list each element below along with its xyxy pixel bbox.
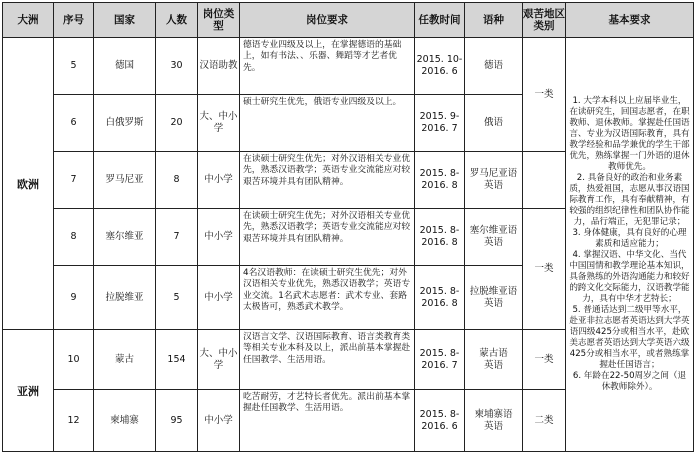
cell-country: 德国 — [94, 38, 156, 95]
cell-language: 德语 — [465, 38, 523, 95]
volunteer-positions-table — [2, 2, 694, 452]
cell-post-type: 中小学 — [198, 152, 240, 209]
cell-post-type: 大、中小学 — [198, 330, 240, 390]
cell-country: 罗马尼亚 — [94, 152, 156, 209]
cell-hardship-mongolia: 一类 — [523, 330, 566, 390]
cell-post-type: 大、中小学 — [198, 95, 240, 152]
cell-post-type: 中小学 — [198, 266, 240, 330]
cell-country: 塞尔维亚 — [94, 209, 156, 266]
cell-count: 7 — [156, 209, 198, 266]
cell-language: 塞尔维亚语 英语 — [465, 209, 523, 266]
cell-hardship-empty — [523, 152, 566, 209]
header-country: 国家 — [94, 3, 156, 38]
table-row — [3, 38, 694, 95]
cell-period: 2015. 10- 2016. 6 — [415, 38, 465, 95]
cell-language: 蒙古语 英语 — [465, 330, 523, 390]
cell-period: 2015. 9- 2016. 7 — [415, 95, 465, 152]
cell-requirements: 汉语言文学、汉语国际教育、语言类教育类等相关专业本科及以上，派出前基本掌握赴任国教学、生活用语。 — [240, 330, 415, 390]
cell-count: 20 — [156, 95, 198, 152]
cell-period: 2015. 8- 2016. 8 — [415, 266, 465, 330]
cell-number: 5 — [54, 38, 94, 95]
cell-number: 9 — [54, 266, 94, 330]
header-row — [3, 3, 694, 38]
cell-requirements: 4名汉语教师：在读硕士研究生优先；对外汉语相关专业优先，熟悉汉语教学；英语专业交流。1名武术志愿者：武术专业、套路太极皆可，熟悉武术教学。 — [240, 266, 415, 330]
cell-number: 6 — [54, 95, 94, 152]
header-basic-requirements: 基本要求 — [566, 3, 694, 38]
cell-number: 8 — [54, 209, 94, 266]
cell-language: 柬埔寨语 英语 — [465, 390, 523, 452]
cell-language: 拉脱维亚语 英语 — [465, 266, 523, 330]
cell-post-type: 中小学 — [198, 209, 240, 266]
cell-requirements: 硕士研究生优先，俄语专业四级及以上。 — [240, 95, 415, 152]
continent-asia: 亚洲 — [3, 330, 54, 452]
cell-requirements: 吃苦耐劳，才艺特长者优先。派出前基本掌握赴任国教学、生活用语。 — [240, 390, 415, 452]
cell-language: 俄语 — [465, 95, 523, 152]
cell-count: 8 — [156, 152, 198, 209]
cell-language: 罗马尼亚语 英语 — [465, 152, 523, 209]
cell-requirements: 德语专业四级及以上，在掌握德语的基础上，如有书法、、乐器、舞蹈等才艺者优先。 — [240, 38, 415, 95]
cell-count: 5 — [156, 266, 198, 330]
cell-country: 白俄罗斯 — [94, 95, 156, 152]
cell-period: 2015. 8- 2016. 6 — [415, 390, 465, 452]
cell-period: 2015. 8- 2016. 7 — [415, 330, 465, 390]
cell-count: 95 — [156, 390, 198, 452]
cell-post-type: 中小学 — [198, 390, 240, 452]
cell-count: 30 — [156, 38, 198, 95]
cell-hardship-serbia: 一类 — [523, 209, 566, 330]
header-continent: 大洲 — [3, 3, 54, 38]
cell-period: 2015. 8- 2016. 8 — [415, 209, 465, 266]
continent-europe: 欧洲 — [3, 38, 54, 330]
header-language: 语种 — [465, 3, 523, 38]
cell-basic-requirements: 1. 大学本科以上应届毕业生，在读研究生，回国志愿者，在职教师、退休教师。掌握赴任国语言、专业为汉语国际教育，具有教学经验和品学兼优的学生干部优先，熟练掌握一门外语的退休教师优先。 2. 具备良好的政治和业务素质，热爱祖国，志愿从事汉语国际教育工作，具有奉献精神，有较强的组织纪律性和团队协作能力，品行端正，无犯罪记录； 3. 身体健康，具有良好的心理素质和适应能力； 4. 掌握汉语、中华文化、当代中国国情和教学理论基本知识，具备熟练的外语沟通能力和较好的跨文化交际能力，汉语教学能力，具有中华才艺特长； 5. 普通话达到二级甲等水平，赴亚非拉志愿者英语达到大学英语四级425分或相当水平，赴欧美志愿者英语达到大学英语六级425分或相当水平，或者熟练掌握赴任国语言； 6. 年龄在22-50周岁之间（退休教师除外）。 — [566, 38, 694, 452]
cell-post-type: 汉语助教 — [198, 38, 240, 95]
header-hardship: 艰苦地区类别 — [523, 3, 566, 38]
cell-country: 蒙古 — [94, 330, 156, 390]
header-count: 人数 — [156, 3, 198, 38]
cell-requirements: 在读硕士研究生优先；对外汉语相关专业优先，熟悉汉语教学；英语专业交流能应对较艰苦环境并具有团队精神。 — [240, 209, 415, 266]
cell-requirements: 在读硕士研究生优先；对外汉语相关专业优先，熟悉汉语教学；英语专业交流能应对较艰苦环境并具有团队精神。 — [240, 152, 415, 209]
cell-country: 柬埔寨 — [94, 390, 156, 452]
header-number: 序号 — [54, 3, 94, 38]
cell-count: 154 — [156, 330, 198, 390]
cell-period: 2015. 8- 2016. 8 — [415, 152, 465, 209]
cell-hardship-cambodia: 二类 — [523, 390, 566, 452]
cell-hardship-europe: 一类 — [523, 38, 566, 152]
header-period: 任教时间 — [415, 3, 465, 38]
cell-number: 12 — [54, 390, 94, 452]
cell-number: 7 — [54, 152, 94, 209]
header-post-type: 岗位类型 — [198, 3, 240, 38]
cell-country: 拉脱维亚 — [94, 266, 156, 330]
cell-number: 10 — [54, 330, 94, 390]
header-requirements: 岗位要求 — [240, 3, 415, 38]
